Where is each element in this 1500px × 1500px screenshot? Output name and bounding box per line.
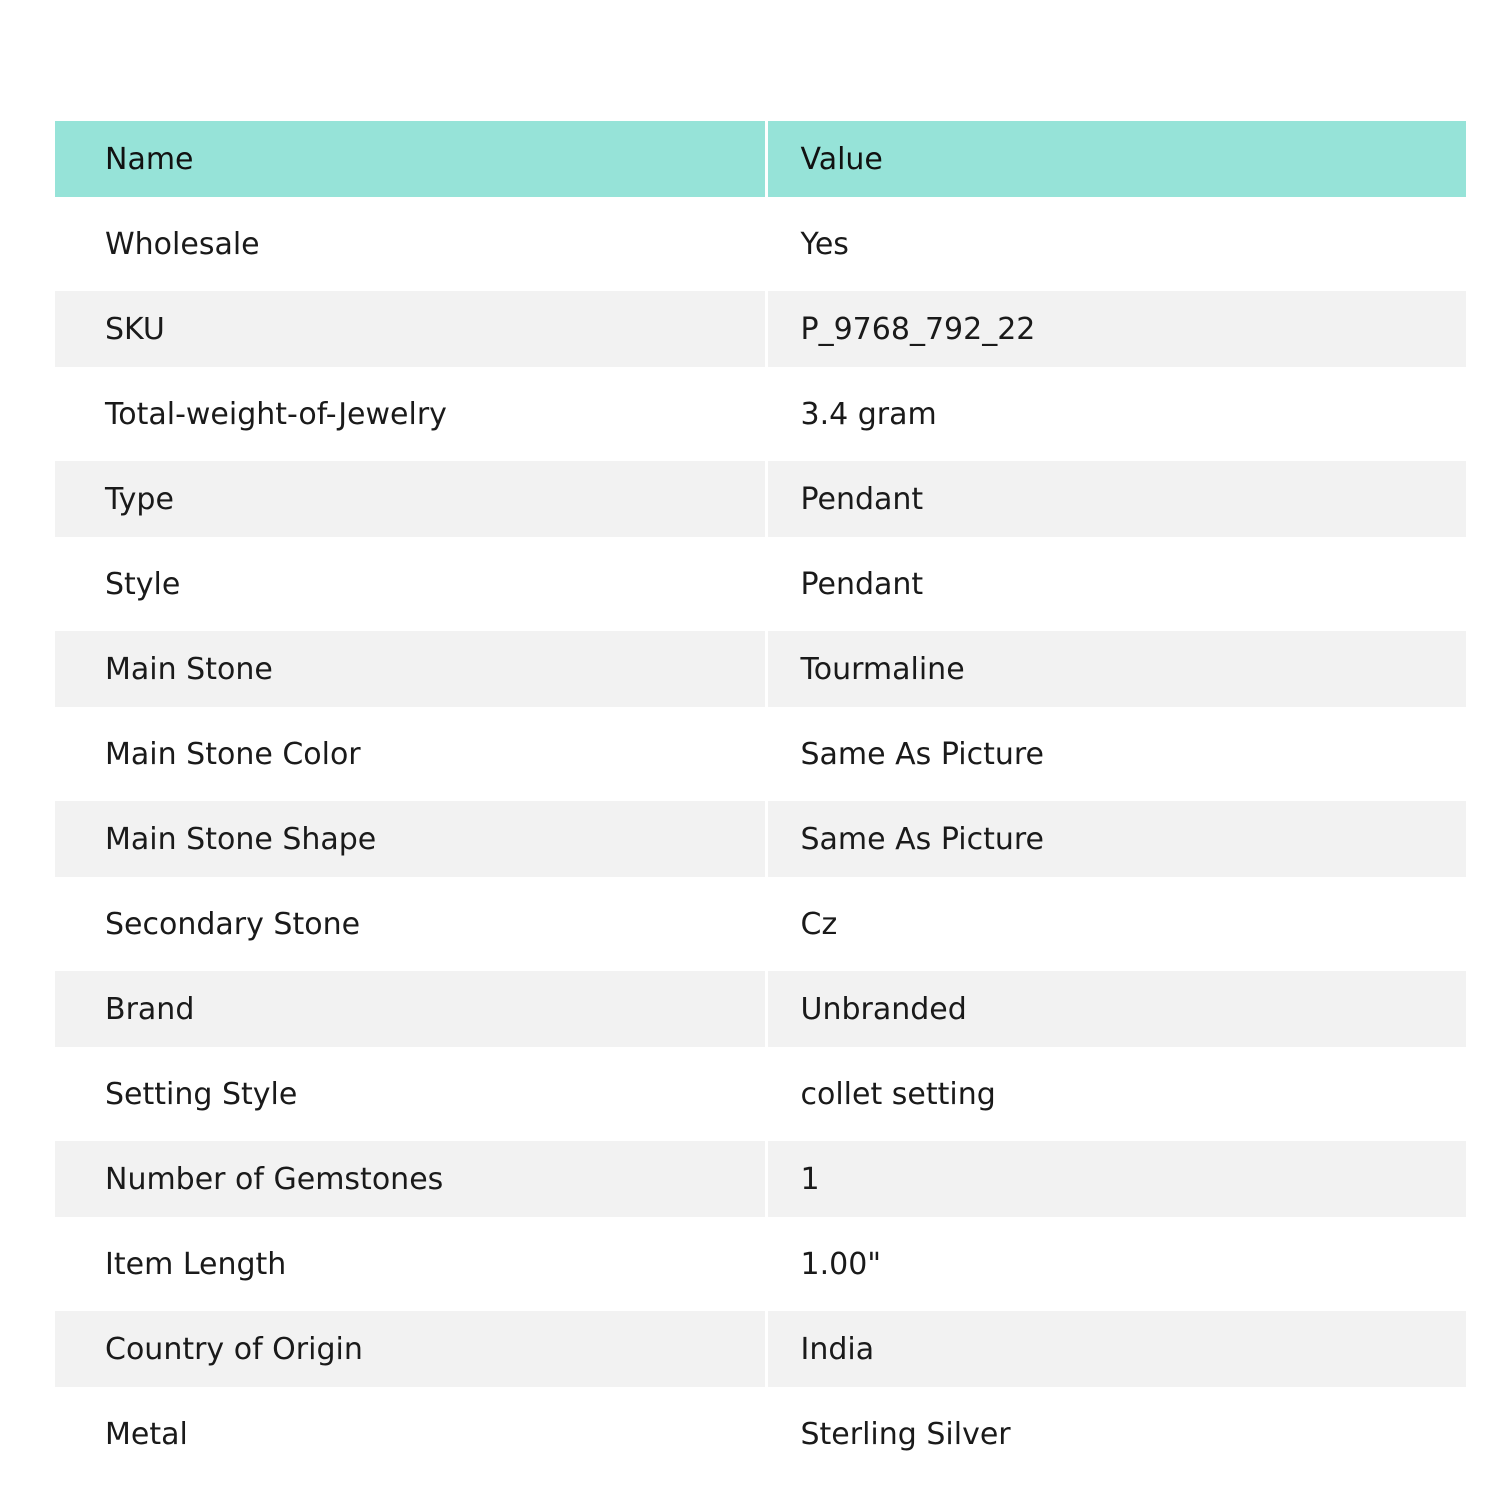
row-value-cell: Pendant <box>766 537 1466 631</box>
table-row <box>55 877 1466 971</box>
row-value-cell: India <box>766 1311 1466 1387</box>
header-row <box>55 121 1466 197</box>
row-value-cell: Sterling Silver <box>766 1387 1466 1481</box>
row-value-cell: Cz <box>766 877 1466 971</box>
table-row <box>55 291 1466 367</box>
table-row <box>55 1387 1466 1481</box>
row-name-cell: Style <box>55 537 766 631</box>
row-name-cell: Secondary Stone <box>55 877 766 971</box>
row-value-cell: P_9768_792_22 <box>766 291 1466 367</box>
row-value-cell: 1 <box>766 1141 1466 1217</box>
row-name-cell: SKU <box>55 291 766 367</box>
table-row <box>55 461 1466 537</box>
table-row <box>55 707 1466 801</box>
table-header <box>55 121 1466 197</box>
row-value-cell: Pendant <box>766 461 1466 537</box>
row-value-cell: Unbranded <box>766 971 1466 1047</box>
spec-table <box>55 121 1466 1481</box>
row-name-cell: Main Stone <box>55 631 766 707</box>
row-value-cell: 3.4 gram <box>766 367 1466 461</box>
row-value-cell: 1.00" <box>766 1217 1466 1311</box>
row-name-cell: Metal <box>55 1387 766 1481</box>
row-name-cell: Main Stone Color <box>55 707 766 801</box>
row-value-cell: Tourmaline <box>766 631 1466 707</box>
table-row <box>55 1047 1466 1141</box>
row-name-cell: Number of Gemstones <box>55 1141 766 1217</box>
table-row <box>55 197 1466 291</box>
table-row <box>55 367 1466 461</box>
table-row <box>55 1311 1466 1387</box>
row-name-cell: Type <box>55 461 766 537</box>
header-name: Name <box>55 121 766 197</box>
row-name-cell: Country of Origin <box>55 1311 766 1387</box>
table-row <box>55 1217 1466 1311</box>
header-value: Value <box>766 121 1466 197</box>
row-name-cell: Total-weight-of-Jewelry <box>55 367 766 461</box>
table-row <box>55 631 1466 707</box>
row-value-cell: Yes <box>766 197 1466 291</box>
row-name-cell: Wholesale <box>55 197 766 291</box>
row-value-cell: Same As Picture <box>766 707 1466 801</box>
row-name-cell: Brand <box>55 971 766 1047</box>
table-row <box>55 971 1466 1047</box>
table-body <box>55 197 1466 1481</box>
row-name-cell: Setting Style <box>55 1047 766 1141</box>
row-value-cell: Same As Picture <box>766 801 1466 877</box>
row-name-cell: Item Length <box>55 1217 766 1311</box>
table-row <box>55 801 1466 877</box>
table-row <box>55 537 1466 631</box>
row-name-cell: Main Stone Shape <box>55 801 766 877</box>
table-row <box>55 1141 1466 1217</box>
row-value-cell: collet setting <box>766 1047 1466 1141</box>
